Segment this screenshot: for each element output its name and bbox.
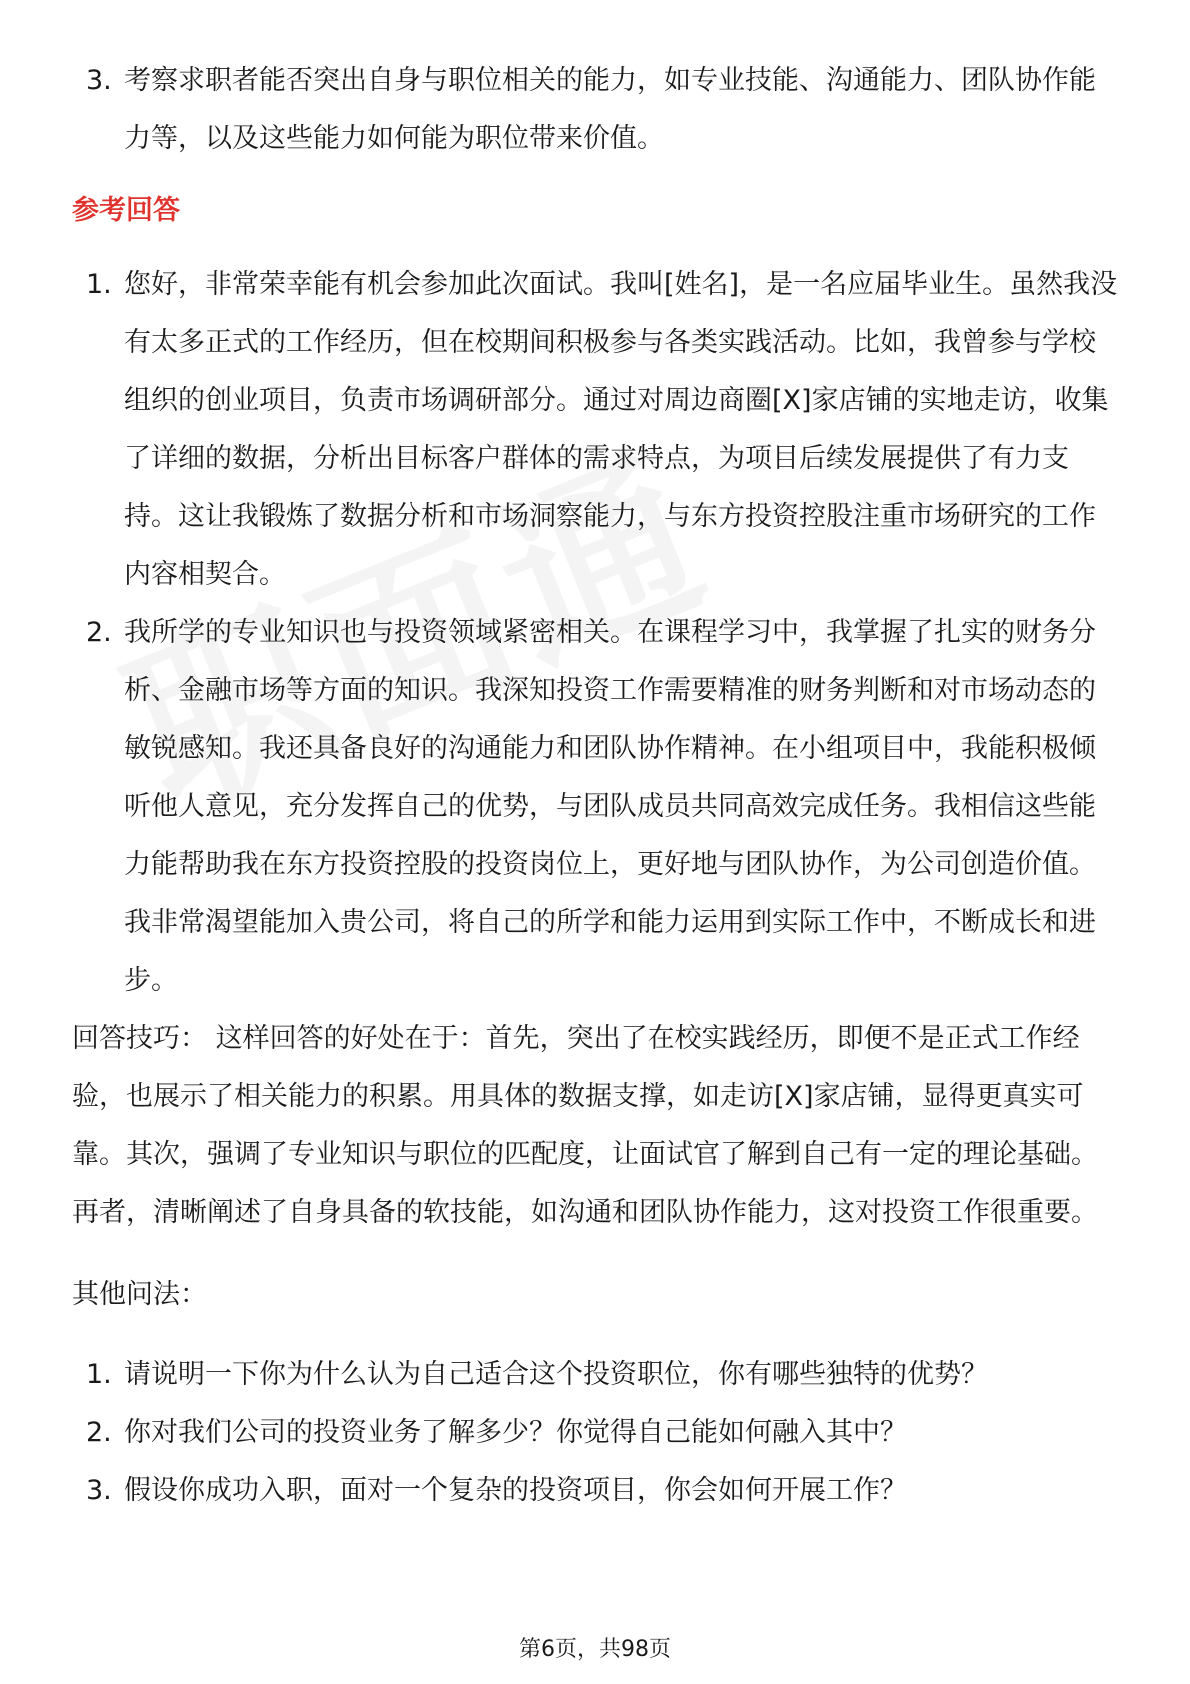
other-questions-list — [72, 1346, 1122, 1520]
list-number: 2. — [86, 1417, 112, 1448]
list-item — [72, 1404, 1122, 1462]
other-questions-label: 其他问法： — [72, 1279, 207, 1310]
reference-answer-heading: 参考回答 — [72, 195, 180, 226]
list-text: 假设你成功入职，面对一个复杂的投资项目，你会如何开展工作？ — [124, 1475, 907, 1506]
list-text: 你对我们公司的投资业务了解多少？你觉得自己能如何融入其中？ — [124, 1417, 907, 1448]
list-number: 1. — [86, 269, 112, 300]
list-number: 3. — [86, 1475, 112, 1506]
list-text: 我所学的专业知识也与投资领域紧密相关。在课程学习中，我掌握了扎实的财务分析、金融市场等方面的知识。我深知投资工作需要精准的财务判断和对市场动态的敏锐感知。我还具备良好的沟通能力和团队协作精神。在小组项目中，我能积极倾听他人意见，充分发挥自己的优势，与团队成员共同高效完成任务。我相信这些能力能帮助我在东方投资控股的投资岗位上，更好地与团队协作，为公司创造价值。我非常渴望能加入贵公司，将自己的所学和能力运用到实际工作中，不断成长和进步。 — [124, 617, 1096, 996]
content — [72, 52, 1122, 1520]
list-text: 请说明一下你为什么认为自己适合这个投资职位，你有哪些独特的优势？ — [124, 1359, 988, 1390]
list-item — [72, 1346, 1122, 1404]
page-footer: 第6页，共98页 — [519, 1637, 671, 1662]
list-text: 考察求职者能否突出自身与职位相关的能力，如专业技能、沟通能力、团队协作能力等，以及这些能力如何能为职位带来价值。 — [124, 65, 1096, 154]
list-number: 3. — [86, 65, 112, 96]
intro-list — [72, 52, 1122, 168]
list-item — [72, 604, 1122, 1010]
answer-tips: 回答技巧： 这样回答的好处在于：首先，突出了在校实践经历，即便不是正式工作经验，也展示了相关能力的积累。用具体的数据支撑，如走访[X]家店铺，显得更真实可靠。其次，强调了专业知识与职位的匹配度，让面试官了解到自己有一定的理论基础。再者，清晰阐述了自身具备的软技能，如沟通和团队协作能力，这对投资工作很重要。 — [72, 1023, 1098, 1228]
answer-list — [72, 256, 1122, 1010]
list-number: 2. — [86, 617, 112, 648]
list-item — [72, 1462, 1122, 1520]
list-item — [72, 256, 1122, 604]
list-text: 您好，非常荣幸能有机会参加此次面试。我叫[姓名]，是一名应届毕业生。虽然我没有太多正式的工作经历，但在校期间积极参与各类实践活动。比如，我曾参与学校组织的创业项目，负责市场调研部分。通过对周边商圈[X]家店铺的实地走访，收集了详细的数据，分析出目标客户群体的需求特点，为项目后续发展提供了有力支持。这让我锻炼了数据分析和市场洞察能力，与东方投资控股注重市场研究的工作内容相契合。 — [124, 269, 1118, 590]
list-number: 1. — [86, 1359, 112, 1390]
list-item — [72, 52, 1122, 168]
